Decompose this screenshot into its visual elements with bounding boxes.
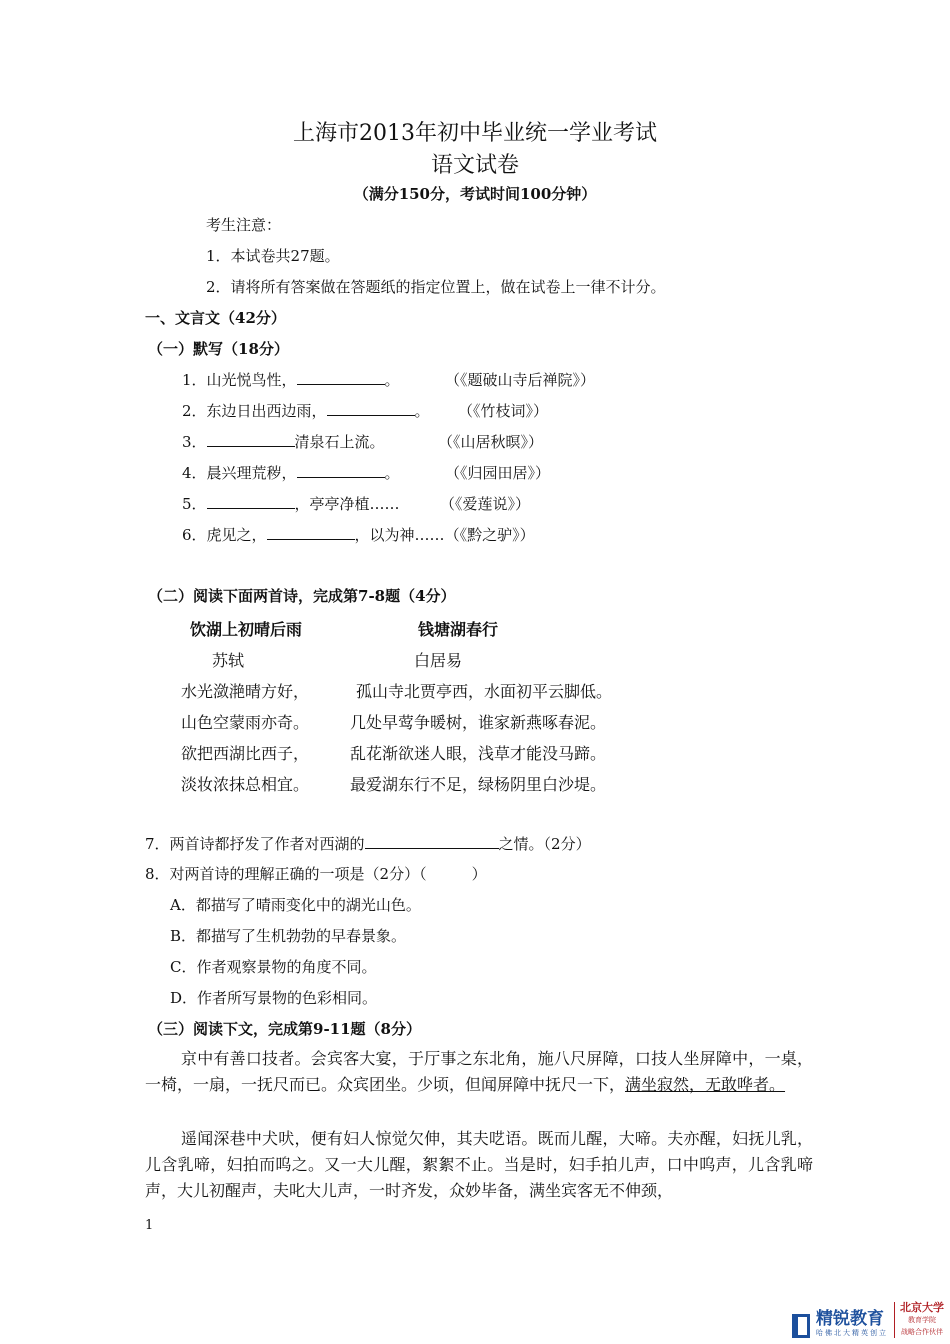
poem1-author: 苏轼 bbox=[212, 651, 245, 670]
answer-blank bbox=[365, 833, 499, 849]
poem1-title: 饮湖上初晴后雨 bbox=[190, 620, 303, 639]
option-d: D．作者所写景物的色彩相同。 bbox=[170, 989, 378, 1007]
page-number: 1 bbox=[145, 1218, 154, 1233]
dictation-item-4: 4．晨兴理荒秽， 。 bbox=[182, 464, 400, 482]
poem2-line: 乱花渐欲迷人眼，浅草才能没马蹄。 bbox=[350, 744, 607, 763]
part-title: （一）默写（18分） bbox=[148, 340, 289, 358]
part-title: （三）阅读下文，完成第9-11题（8分） bbox=[148, 1020, 421, 1038]
dictation-source: （《归园田居》） bbox=[445, 464, 551, 482]
poem2-title: 钱塘湖春行 bbox=[418, 620, 499, 639]
dictation-source: （《爱莲说》） bbox=[440, 495, 531, 513]
poem1-line: 欲把西湖比西子， bbox=[181, 744, 310, 763]
dictation-item-3: 3． 清泉石上流。 bbox=[182, 433, 385, 451]
notice-item: 2．请将所有答案做在答题纸的指定位置上，做在试卷上一律不计分。 bbox=[206, 278, 666, 296]
part-title: （二）阅读下面两首诗，完成第7-8题（4分） bbox=[148, 587, 456, 605]
publisher-logo bbox=[792, 1302, 944, 1338]
passage-paragraph: 遥闻深巷中犬吠，便有妇人惊觉欠伸，其夫呓语。既而儿醒，大啼。夫亦醒，妇抚儿乳，儿含乳啼，妇拍而呜之。又一大儿醒，絮絮不止。当是时，妇手拍儿声，口中呜声，儿含乳啼声，大儿初醒声，夫叱大儿声，一时齐发，众妙毕备，满坐宾客无不伸颈， bbox=[145, 1129, 813, 1200]
score-info: （满分150分，考试时间100分钟） bbox=[353, 185, 597, 203]
logo-icon bbox=[792, 1314, 810, 1338]
passage-paragraph: 京中有善口技者。会宾客大宴，于厅事之东北角，施八尺屏障，口技人坐屏障中，一桌，一椅，一扇，一抚尺而已。众宾团坐。少顷，但闻屏障中抚尺一下，满坐寂然，无敢哗者。 bbox=[145, 1049, 813, 1094]
answer-blank bbox=[297, 462, 385, 478]
dictation-item-2: 2．东边日出西边雨， 。 bbox=[182, 402, 430, 420]
dictation-item-5: 5． ，亭亭净植…… bbox=[182, 495, 400, 513]
poem2-line: 几处早莺争暖树，谁家新燕啄春泥。 bbox=[350, 713, 607, 732]
underlined-sentence: 满坐寂然，无敢哗者。 bbox=[625, 1075, 786, 1094]
exam-title: 上海市2013年初中毕业统一学业考试 bbox=[293, 121, 657, 146]
answer-blank bbox=[267, 524, 355, 540]
poem1-line: 淡妆浓抹总相宜。 bbox=[181, 775, 310, 794]
dictation-source: （《山居秋暝》） bbox=[438, 433, 544, 451]
dictation-item-6: 6．虎见之， ，以为神……（《黔之驴》） bbox=[182, 526, 535, 544]
poem2-author: 白居易 bbox=[414, 651, 463, 670]
section-title: 一、文言文（42分） bbox=[145, 309, 286, 327]
logo-main-text: 精锐教育 bbox=[816, 1309, 884, 1329]
partner-logo: 北京大学 教育学院 战略合作伙伴 bbox=[894, 1302, 944, 1338]
dictation-source: （《黔之驴》） bbox=[444, 526, 535, 544]
dictation-source: （《题破山寺后禅院》） bbox=[445, 371, 596, 389]
answer-blank bbox=[297, 369, 385, 385]
poem2-line: 最爱湖东行不足，绿杨阴里白沙堤。 bbox=[350, 775, 607, 794]
option-a: A．都描写了晴雨变化中的湖光山色。 bbox=[170, 896, 421, 914]
logo-slogan: 哈佛北大精英创立 bbox=[816, 1329, 888, 1337]
exam-subtitle: 语文试卷 bbox=[430, 153, 519, 178]
option-c: C．作者观察景物的角度不同。 bbox=[170, 958, 377, 976]
question-8: 8．对两首诗的理解正确的一项是（2分）（ ） bbox=[145, 865, 487, 883]
poem1-line: 水光潋滟晴方好， bbox=[181, 682, 310, 701]
question-7: 7．两首诗都抒发了作者对西湖的 之情。（2分） bbox=[145, 835, 591, 853]
poem2-line: 孤山寺北贾亭西，水面初平云脚低。 bbox=[356, 682, 613, 701]
answer-blank bbox=[327, 400, 415, 416]
notice-heading: 考生注意： bbox=[206, 216, 282, 234]
notice-item: 1．本试卷共27题。 bbox=[206, 247, 340, 265]
poem1-line: 山色空蒙雨亦奇。 bbox=[181, 713, 310, 732]
option-b: B．都描写了生机勃勃的早春景象。 bbox=[170, 927, 407, 945]
answer-blank bbox=[207, 431, 295, 447]
dictation-item-1: 1．山光悦鸟性， 。 bbox=[182, 371, 400, 389]
answer-blank bbox=[207, 493, 295, 509]
dictation-source: （《竹枝词》） bbox=[458, 402, 549, 420]
